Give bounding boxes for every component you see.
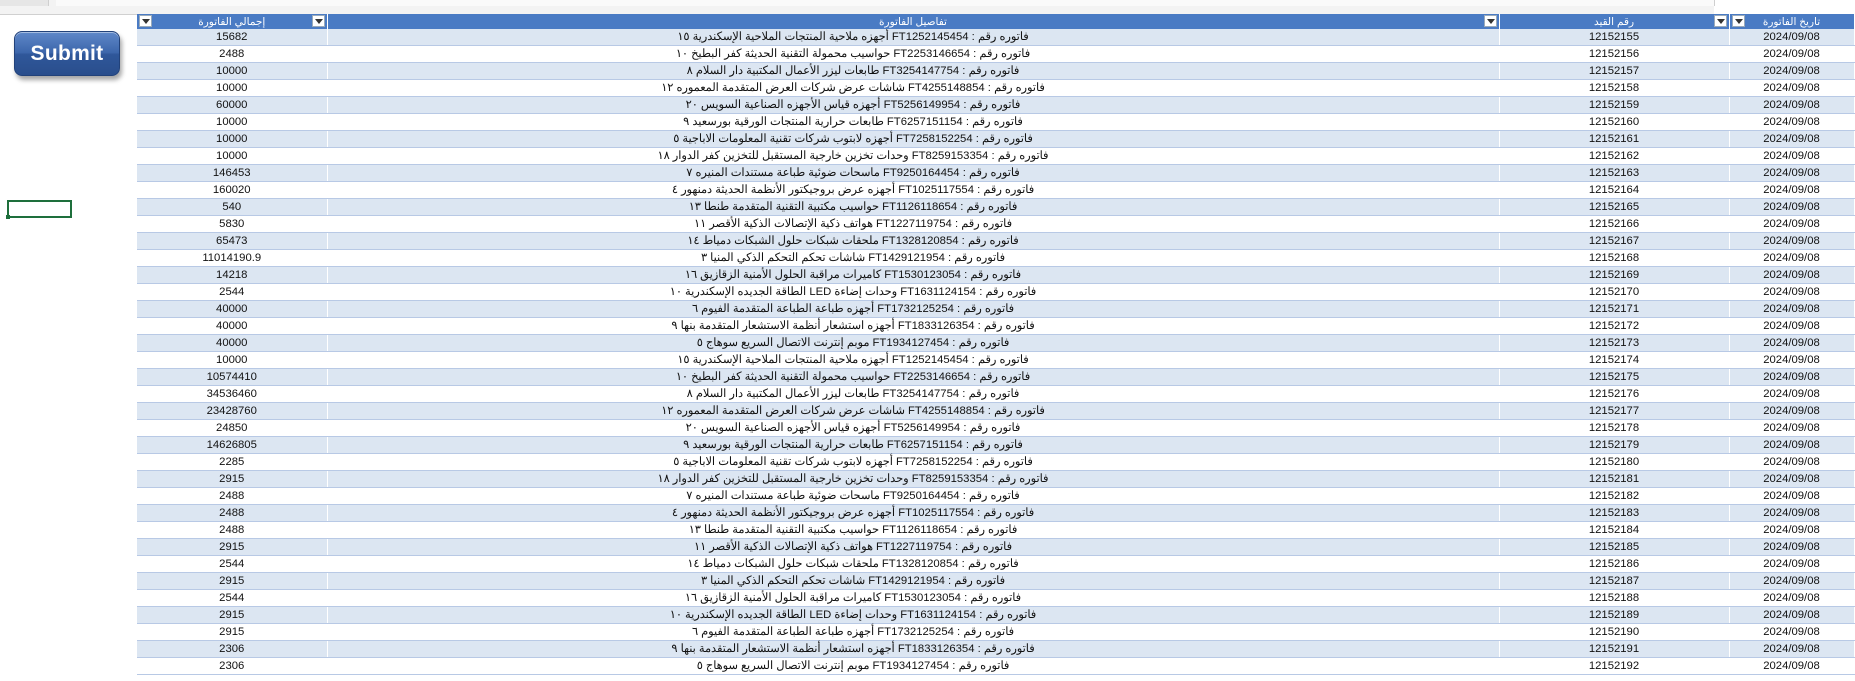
date-cell[interactable]: 2024/09/08 xyxy=(1729,386,1854,403)
entry-id-cell[interactable]: 12152164 xyxy=(1499,182,1729,199)
amount-cell[interactable]: 2285 xyxy=(137,454,327,471)
date-cell[interactable]: 2024/09/08 xyxy=(1729,505,1854,522)
amount-cell[interactable]: 160020 xyxy=(137,182,327,199)
entry-id-cell[interactable]: 12152188 xyxy=(1499,590,1729,607)
amount-cell[interactable]: 10574410 xyxy=(137,369,327,386)
table-row[interactable] xyxy=(137,114,1854,131)
description-cell[interactable]: فاتوره رقم : FT1934127454 موبم إنترنت الاتصال السريع سوهاج ٥ xyxy=(327,335,1499,352)
amount-cell[interactable]: 2488 xyxy=(137,505,327,522)
amount-cell[interactable]: 34536460 xyxy=(137,386,327,403)
amount-cell[interactable]: 15682 xyxy=(137,29,327,46)
amount-cell[interactable]: 24850 xyxy=(137,420,327,437)
entry-id-cell[interactable]: 12152185 xyxy=(1499,539,1729,556)
date-cell[interactable]: 2024/09/08 xyxy=(1729,403,1854,420)
description-cell[interactable]: فاتوره رقم : FT5256149954 أجهزه قياس الأجهزه الصناعية السويس ٢٠ xyxy=(327,97,1499,114)
entry-id-cell[interactable]: 12152181 xyxy=(1499,471,1729,488)
amount-cell[interactable]: 2915 xyxy=(137,539,327,556)
date-cell[interactable]: 2024/09/08 xyxy=(1729,29,1854,46)
amount-cell[interactable]: 10000 xyxy=(137,148,327,165)
amount-cell[interactable]: 2488 xyxy=(137,522,327,539)
table-row[interactable] xyxy=(137,403,1854,420)
entry-id-cell[interactable]: 12152183 xyxy=(1499,505,1729,522)
amount-cell[interactable]: 40000 xyxy=(137,301,327,318)
date-cell[interactable]: 2024/09/08 xyxy=(1729,437,1854,454)
table-row[interactable] xyxy=(137,182,1854,199)
entry-id-cell[interactable]: 12152170 xyxy=(1499,284,1729,301)
table-row[interactable] xyxy=(137,233,1854,250)
table-row[interactable] xyxy=(137,46,1854,63)
date-cell[interactable]: 2024/09/08 xyxy=(1729,114,1854,131)
header-amount xyxy=(137,14,327,29)
date-cell[interactable]: 2024/09/08 xyxy=(1729,641,1854,658)
amount-cell[interactable]: 2544 xyxy=(137,590,327,607)
header-entry-id-label: رقم القيد xyxy=(1593,15,1635,28)
entry-id-cell[interactable]: 12152174 xyxy=(1499,352,1729,369)
entry-id-cell[interactable]: 12152169 xyxy=(1499,267,1729,284)
filter-dropdown-amount-right-icon[interactable] xyxy=(312,15,325,27)
header-amount-label: إجمالي الفاتورة xyxy=(198,15,266,28)
date-cell[interactable]: 2024/09/08 xyxy=(1729,250,1854,267)
table-row[interactable] xyxy=(137,318,1854,335)
description-cell[interactable]: فاتوره رقم : FT4255148854 شاشات عرض شركات العرض المتقدمة المعموره ١٢ xyxy=(327,403,1499,420)
entry-id-cell[interactable]: 12152161 xyxy=(1499,131,1729,148)
amount-cell[interactable]: 2915 xyxy=(137,624,327,641)
description-cell[interactable]: فاتوره رقم : FT1025117554 أجهزه عرض بروجيكتور الأنظمة الحديثة دمنهور ٤ xyxy=(327,182,1499,199)
description-cell[interactable]: فاتوره رقم : FT1934127454 موبم إنترنت الاتصال السريع سوهاج ٥ xyxy=(327,658,1499,675)
description-cell[interactable]: فاتوره رقم : FT1429121954 شاشات تحكم التحكم الذكي المنيا ٣ xyxy=(327,250,1499,267)
name-box[interactable] xyxy=(0,0,49,6)
description-cell[interactable]: فاتوره رقم : FT9250164454 ماسحات ضوئية طباعة مستندات المنيره ٧ xyxy=(327,488,1499,505)
description-cell[interactable]: فاتوره رقم : FT1833126354 أجهزه استشعار أنظمة الاستشعار المتقدمة بنها ٩ xyxy=(327,641,1499,658)
table-row[interactable] xyxy=(137,199,1854,216)
description-cell[interactable]: فاتوره رقم : FT1328120854 ملحقات شبكات حلول الشبكات دمياط ١٤ xyxy=(327,556,1499,573)
description-cell[interactable]: فاتوره رقم : FT3254147754 طابعات ليزر الأعمال المكتبية دار السلام ٨ xyxy=(327,63,1499,80)
date-cell[interactable]: 2024/09/08 xyxy=(1729,539,1854,556)
entry-id-cell[interactable]: 12152165 xyxy=(1499,199,1729,216)
amount-cell[interactable]: 14218 xyxy=(137,267,327,284)
entry-id-cell[interactable]: 12152180 xyxy=(1499,454,1729,471)
table-row[interactable] xyxy=(137,352,1854,369)
entry-id-cell[interactable]: 12152166 xyxy=(1499,216,1729,233)
entry-id-cell[interactable]: 12152168 xyxy=(1499,250,1729,267)
amount-cell[interactable]: 10000 xyxy=(137,114,327,131)
date-cell[interactable]: 2024/09/08 xyxy=(1729,80,1854,97)
entry-id-cell[interactable]: 12152155 xyxy=(1499,29,1729,46)
filter-dropdown-amount-icon[interactable] xyxy=(139,15,152,27)
table-row[interactable] xyxy=(137,131,1854,148)
filter-dropdown-description-icon[interactable] xyxy=(1484,15,1497,27)
entry-id-cell[interactable]: 12152177 xyxy=(1499,403,1729,420)
table-row[interactable] xyxy=(137,488,1854,505)
date-cell[interactable]: 2024/09/08 xyxy=(1729,233,1854,250)
amount-cell[interactable]: 10000 xyxy=(137,63,327,80)
description-cell[interactable]: فاتوره رقم : FT1530123054 كاميرات مراقبة الحلول الأمنية الزقازيق ١٦ xyxy=(327,590,1499,607)
entry-id-cell[interactable]: 12152192 xyxy=(1499,658,1729,675)
table-row[interactable] xyxy=(137,250,1854,267)
header-date-label: تاريخ الفاتورة xyxy=(1762,15,1821,28)
description-cell[interactable]: فاتوره رقم : FT1252145454 أجهزه ملاحية المنتجات الملاحية الإسكندرية ١٥ xyxy=(327,352,1499,369)
description-cell[interactable]: فاتوره رقم : FT1732125254 أجهزه طباعة الطباعة المتقدمة الفيوم ٦ xyxy=(327,301,1499,318)
date-cell[interactable]: 2024/09/08 xyxy=(1729,216,1854,233)
table-row[interactable] xyxy=(137,556,1854,573)
amount-cell[interactable]: 40000 xyxy=(137,318,327,335)
header-description xyxy=(327,14,1499,29)
entry-id-cell[interactable]: 12152159 xyxy=(1499,97,1729,114)
date-cell[interactable]: 2024/09/08 xyxy=(1729,573,1854,590)
entry-id-cell[interactable]: 12152175 xyxy=(1499,369,1729,386)
table-row[interactable] xyxy=(137,148,1854,165)
date-cell[interactable]: 2024/09/08 xyxy=(1729,369,1854,386)
amount-cell[interactable]: 2306 xyxy=(137,641,327,658)
date-cell[interactable]: 2024/09/08 xyxy=(1729,335,1854,352)
description-cell[interactable]: فاتوره رقم : FT1429121954 شاشات تحكم التحكم الذكي المنيا ٣ xyxy=(327,573,1499,590)
entry-id-cell[interactable]: 12152157 xyxy=(1499,63,1729,80)
entry-id-cell[interactable]: 12152187 xyxy=(1499,573,1729,590)
table-row[interactable] xyxy=(137,80,1854,97)
description-cell[interactable]: فاتوره رقم : FT1252145454 أجهزه ملاحية المنتجات الملاحية الإسكندرية ١٥ xyxy=(327,29,1499,46)
amount-cell[interactable]: 14626805 xyxy=(137,437,327,454)
entry-id-cell[interactable]: 12152160 xyxy=(1499,114,1729,131)
description-cell[interactable]: فاتوره رقم : FT1732125254 أجهزه طباعة الطباعة المتقدمة الفيوم ٦ xyxy=(327,624,1499,641)
date-cell[interactable]: 2024/09/08 xyxy=(1729,97,1854,114)
amount-cell[interactable]: 10000 xyxy=(137,131,327,148)
filter-dropdown-date-icon[interactable] xyxy=(1732,15,1745,27)
date-cell[interactable]: 2024/09/08 xyxy=(1729,148,1854,165)
formula-input[interactable] xyxy=(56,0,1715,6)
amount-cell[interactable]: 2544 xyxy=(137,556,327,573)
date-cell[interactable]: 2024/09/08 xyxy=(1729,420,1854,437)
entry-id-cell[interactable]: 12152178 xyxy=(1499,420,1729,437)
amount-cell[interactable]: 2544 xyxy=(137,284,327,301)
entry-id-cell[interactable]: 12152184 xyxy=(1499,522,1729,539)
amount-cell[interactable]: 540 xyxy=(137,199,327,216)
table-row[interactable] xyxy=(137,267,1854,284)
description-cell[interactable]: فاتوره رقم : FT5256149954 أجهزه قياس الأجهزه الصناعية السويس ٢٠ xyxy=(327,420,1499,437)
description-cell[interactable]: فاتوره رقم : FT8259153354 وحدات تخزين خارجية المستقبل للتخزين كفر الدوار ١٨ xyxy=(327,471,1499,488)
amount-cell[interactable]: 23428760 xyxy=(137,403,327,420)
date-cell[interactable]: 2024/09/08 xyxy=(1729,556,1854,573)
date-cell[interactable]: 2024/09/08 xyxy=(1729,301,1854,318)
table-row[interactable] xyxy=(137,97,1854,114)
date-cell[interactable]: 2024/09/08 xyxy=(1729,284,1854,301)
description-cell[interactable]: فاتوره رقم : FT1126118654 حواسيب مكتبية التقنية المتقدمة طنطا ١٣ xyxy=(327,522,1499,539)
table-row[interactable] xyxy=(137,29,1854,46)
header-description-label: تفاصيل الفاتورة xyxy=(879,15,947,28)
amount-cell[interactable]: 2915 xyxy=(137,607,327,624)
table-row[interactable] xyxy=(137,216,1854,233)
entry-id-cell[interactable]: 12152176 xyxy=(1499,386,1729,403)
table-row[interactable] xyxy=(137,369,1854,386)
entry-id-cell[interactable]: 12152163 xyxy=(1499,165,1729,182)
entry-id-cell[interactable]: 12152171 xyxy=(1499,301,1729,318)
date-cell[interactable]: 2024/09/08 xyxy=(1729,63,1854,80)
date-cell[interactable]: 2024/09/08 xyxy=(1729,352,1854,369)
description-cell[interactable]: فاتوره رقم : FT1227119754 هواتف ذكية الإتصالات الذكية الأقصر ١١ xyxy=(327,216,1499,233)
date-cell[interactable]: 2024/09/08 xyxy=(1729,454,1854,471)
table-row[interactable] xyxy=(137,63,1854,80)
table-row[interactable] xyxy=(137,301,1854,318)
amount-cell[interactable]: 146453 xyxy=(137,165,327,182)
table-row[interactable] xyxy=(137,505,1854,522)
entry-id-cell[interactable]: 12152190 xyxy=(1499,624,1729,641)
table-row[interactable] xyxy=(137,539,1854,556)
amount-cell[interactable]: 2488 xyxy=(137,488,327,505)
date-cell[interactable]: 2024/09/08 xyxy=(1729,658,1854,675)
description-cell[interactable]: فاتوره رقم : FT1328120854 ملحقات شبكات حلول الشبكات دمياط ١٤ xyxy=(327,233,1499,250)
description-cell[interactable]: فاتوره رقم : FT7258152254 أجهزه لابتوب شركات تقنية المعلومات الاباجية ٥ xyxy=(327,454,1499,471)
amount-cell[interactable]: 2915 xyxy=(137,471,327,488)
table-row[interactable] xyxy=(137,471,1854,488)
table-row[interactable] xyxy=(137,165,1854,182)
description-cell[interactable]: فاتوره رقم : FT6257151154 طابعات حرارية المنتجات الورقية بورسعيد ٩ xyxy=(327,114,1499,131)
description-cell[interactable]: فاتوره رقم : FT4255148854 شاشات عرض شركات العرض المتقدمة المعموره ١٢ xyxy=(327,80,1499,97)
table-row[interactable] xyxy=(137,607,1854,624)
date-cell[interactable]: 2024/09/08 xyxy=(1729,471,1854,488)
formula-bar xyxy=(0,0,1714,15)
description-cell[interactable]: فاتوره رقم : FT7258152254 أجهزه لابتوب شركات تقنية المعلومات الاباجية ٥ xyxy=(327,131,1499,148)
table-row[interactable] xyxy=(137,522,1854,539)
description-cell[interactable]: فاتوره رقم : FT2253146654 حواسيب محمولة التقنية الحديثة كفر البطيخ ١٠ xyxy=(327,46,1499,63)
description-cell[interactable]: فاتوره رقم : FT8259153354 وحدات تخزين خارجية المستقبل للتخزين كفر الدوار ١٨ xyxy=(327,148,1499,165)
entry-id-cell[interactable]: 12152179 xyxy=(1499,437,1729,454)
date-cell[interactable]: 2024/09/08 xyxy=(1729,199,1854,216)
amount-cell[interactable]: 2488 xyxy=(137,46,327,63)
description-cell[interactable]: فاتوره رقم : FT1126118654 حواسيب مكتبية التقنية المتقدمة طنطا ١٣ xyxy=(327,199,1499,216)
date-cell[interactable]: 2024/09/08 xyxy=(1729,624,1854,641)
amount-cell[interactable]: 10000 xyxy=(137,80,327,97)
table-row[interactable] xyxy=(137,658,1854,675)
entry-id-cell[interactable]: 12152173 xyxy=(1499,335,1729,352)
description-cell[interactable]: فاتوره رقم : FT1227119754 هواتف ذكية الإتصالات الذكية الأقصر ١١ xyxy=(327,539,1499,556)
table-row[interactable] xyxy=(137,454,1854,471)
entry-id-cell[interactable]: 12152172 xyxy=(1499,318,1729,335)
entry-id-cell[interactable]: 12152167 xyxy=(1499,233,1729,250)
submit-button[interactable]: Submit xyxy=(14,31,120,76)
description-cell[interactable]: فاتوره رقم : FT6257151154 طابعات حرارية المنتجات الورقية بورسعيد ٩ xyxy=(327,437,1499,454)
description-cell[interactable]: فاتوره رقم : FT1025117554 أجهزه عرض بروجيكتور الأنظمة الحديثة دمنهور ٤ xyxy=(327,505,1499,522)
entry-id-cell[interactable]: 12152182 xyxy=(1499,488,1729,505)
date-cell[interactable]: 2024/09/08 xyxy=(1729,522,1854,539)
amount-cell[interactable]: 11014190.9 xyxy=(137,250,327,267)
amount-cell[interactable]: 2306 xyxy=(137,658,327,675)
description-cell[interactable]: فاتوره رقم : FT1833126354 أجهزه استشعار أنظمة الاستشعار المتقدمة بنها ٩ xyxy=(327,318,1499,335)
date-cell[interactable]: 2024/09/08 xyxy=(1729,267,1854,284)
entry-id-cell[interactable]: 12152162 xyxy=(1499,148,1729,165)
invoice-table xyxy=(137,14,1855,675)
table-row[interactable] xyxy=(137,573,1854,590)
amount-cell[interactable]: 2915 xyxy=(137,573,327,590)
date-cell[interactable]: 2024/09/08 xyxy=(1729,318,1854,335)
date-cell[interactable]: 2024/09/08 xyxy=(1729,590,1854,607)
filter-dropdown-entry-id-icon[interactable] xyxy=(1714,15,1727,27)
amount-cell[interactable]: 60000 xyxy=(137,97,327,114)
entry-id-cell[interactable]: 12152189 xyxy=(1499,607,1729,624)
description-cell[interactable]: فاتوره رقم : FT1631124154 وحدات إضاءة LED الطاقة الجديده الإسكندرية ١٠ xyxy=(327,284,1499,301)
description-cell[interactable]: فاتوره رقم : FT2253146654 حواسيب محمولة التقنية الحديثة كفر البطيخ ١٠ xyxy=(327,369,1499,386)
date-cell[interactable]: 2024/09/08 xyxy=(1729,488,1854,505)
entry-id-cell[interactable]: 12152158 xyxy=(1499,80,1729,97)
table-row[interactable] xyxy=(137,420,1854,437)
table-row[interactable] xyxy=(137,641,1854,658)
date-cell[interactable]: 2024/09/08 xyxy=(1729,607,1854,624)
header-date xyxy=(1729,14,1854,29)
table-row[interactable] xyxy=(137,590,1854,607)
header-row xyxy=(137,14,1854,29)
table-row[interactable] xyxy=(137,437,1854,454)
table-row[interactable] xyxy=(137,284,1854,301)
description-cell[interactable]: فاتوره رقم : FT1530123054 كاميرات مراقبة الحلول الأمنية الزقازيق ١٦ xyxy=(327,267,1499,284)
amount-cell[interactable]: 65473 xyxy=(137,233,327,250)
header-entry-id xyxy=(1499,14,1729,29)
date-cell[interactable]: 2024/09/08 xyxy=(1729,46,1854,63)
amount-cell[interactable]: 10000 xyxy=(137,352,327,369)
table-row[interactable] xyxy=(137,335,1854,352)
date-cell[interactable]: 2024/09/08 xyxy=(1729,165,1854,182)
description-cell[interactable]: فاتوره رقم : FT1631124154 وحدات إضاءة LED الطاقة الجديده الإسكندرية ١٠ xyxy=(327,607,1499,624)
active-cell-selector[interactable] xyxy=(7,200,72,218)
amount-cell[interactable]: 40000 xyxy=(137,335,327,352)
date-cell[interactable]: 2024/09/08 xyxy=(1729,182,1854,199)
table-row[interactable] xyxy=(137,386,1854,403)
table-row[interactable] xyxy=(137,624,1854,641)
description-cell[interactable]: فاتوره رقم : FT3254147754 طابعات ليزر الأعمال المكتبية دار السلام ٨ xyxy=(327,386,1499,403)
entry-id-cell[interactable]: 12152191 xyxy=(1499,641,1729,658)
description-cell[interactable]: فاتوره رقم : FT9250164454 ماسحات ضوئية طباعة مستندات المنيره ٧ xyxy=(327,165,1499,182)
amount-cell[interactable]: 5830 xyxy=(137,216,327,233)
entry-id-cell[interactable]: 12152156 xyxy=(1499,46,1729,63)
date-cell[interactable]: 2024/09/08 xyxy=(1729,131,1854,148)
entry-id-cell[interactable]: 12152186 xyxy=(1499,556,1729,573)
